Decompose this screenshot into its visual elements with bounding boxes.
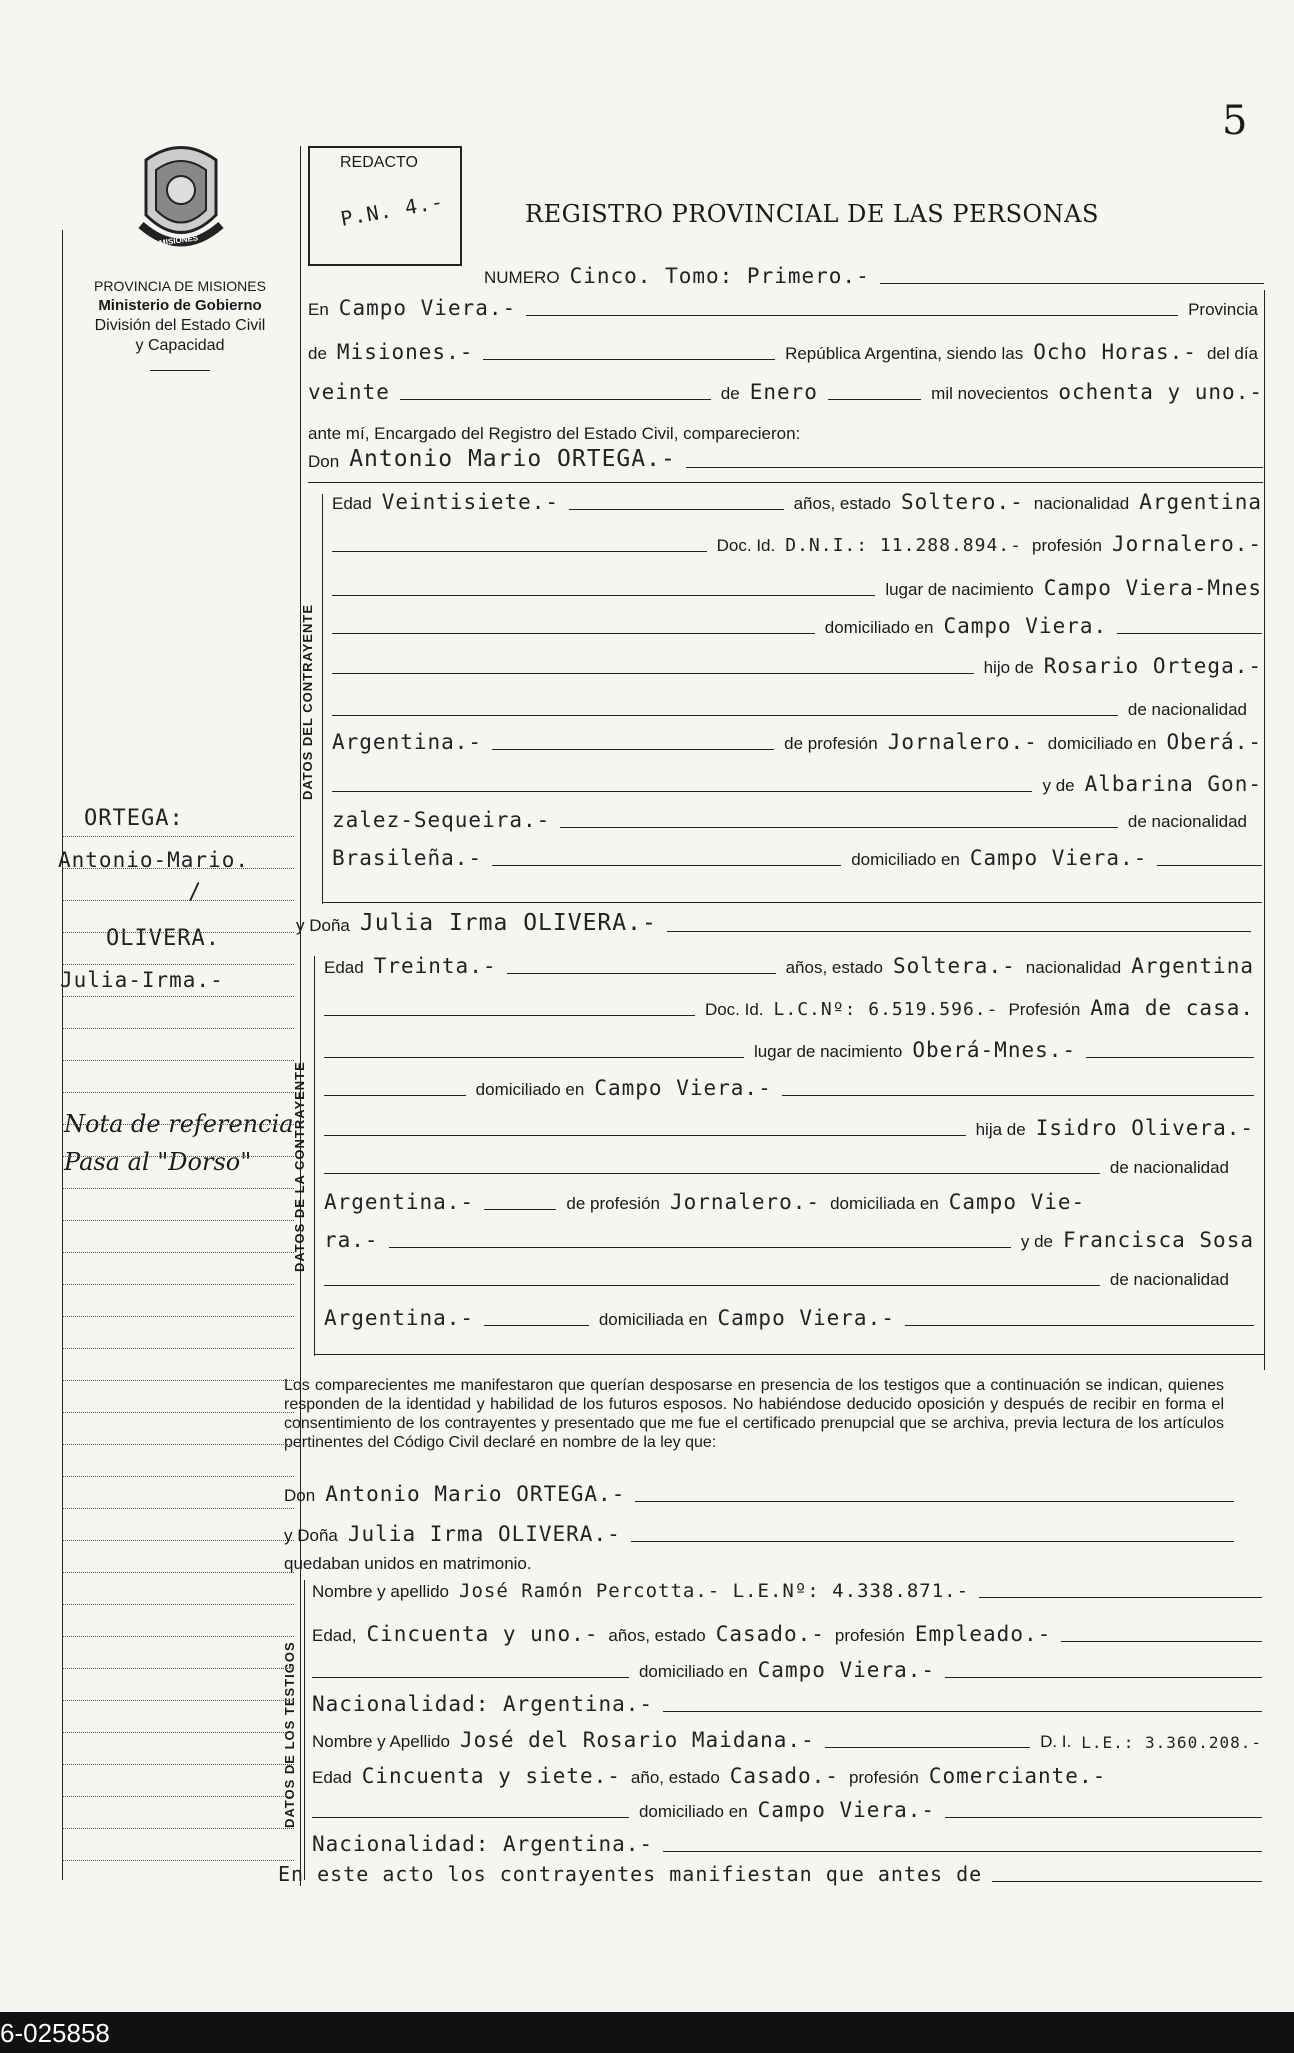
fecha-row — [308, 380, 1263, 404]
en-row — [308, 296, 1258, 320]
bride-father-details-row — [324, 1190, 1254, 1214]
bride-lugar-value: Oberá-Mnes.- — [912, 1038, 1077, 1062]
bride-father-dom-2: ra.- — [324, 1228, 379, 1252]
w1-estado-value: Casado.- — [715, 1622, 825, 1646]
groom-anios-label: años, estado — [793, 494, 891, 513]
margin-dotted-line — [62, 1828, 294, 1829]
left-page-rule — [62, 230, 63, 1880]
bride-dom-label: domiciliado en — [475, 1080, 585, 1099]
groom-estado-value: Soltero.- — [900, 490, 1024, 514]
w1-dom-value: Campo Viera.- — [757, 1658, 936, 1682]
numero-value: Cinco. Tomo: Primero.- — [569, 264, 870, 288]
note-line: En este acto los contrayentes manifiestan que antes de — [278, 1862, 983, 1886]
groom-mother-nac: Brasileña.- — [332, 846, 483, 870]
margin-dotted-line — [62, 1380, 294, 1381]
bride-nac-label: nacionalidad — [1025, 958, 1122, 977]
bride-estado-value: Soltera.- — [892, 954, 1016, 978]
provincial-crest-icon — [126, 140, 236, 260]
bride-dom-value: Campo Viera.- — [594, 1076, 772, 1100]
bride-prof-value: Ama de casa. — [1090, 996, 1254, 1020]
w2-name-row — [312, 1728, 1262, 1752]
crest-text: MISIONES — [158, 233, 199, 248]
en-label: En — [308, 300, 329, 319]
w2-nac-row — [312, 1832, 1262, 1856]
groom-mother-dom: Campo Viera.- — [969, 846, 1148, 870]
margin-dotted-line — [62, 900, 294, 901]
groom-doc-label: Doc. Id. — [716, 536, 776, 555]
w2-edad-label: Edad — [312, 1768, 352, 1787]
margin-dotted-line — [62, 1284, 294, 1285]
margin-dotted-line — [62, 1700, 294, 1701]
bride-de-nac-label-2: de nacionalidad — [1109, 1270, 1229, 1289]
bride-mother-dom-row — [324, 1306, 1254, 1330]
w1-edad-label: Edad, — [312, 1626, 357, 1645]
bride-prof-label: Profesión — [1008, 1000, 1081, 1019]
bride-mother-value: Francisca Sosa — [1062, 1228, 1254, 1252]
statement-don-row — [284, 1482, 1234, 1506]
w2-estado-value: Casado.- — [729, 1764, 839, 1788]
bride-name-row — [296, 910, 1251, 936]
groom-father-row — [332, 654, 1262, 678]
bride-doc-value: L.C.Nº: 6.519.596.- — [773, 999, 999, 1020]
groom-section-label: DATOS DEL CONTRAYENTE — [300, 603, 315, 800]
bride-edad-value: Treinta.- — [373, 954, 497, 978]
groom-y-de-label: y de — [1042, 776, 1075, 795]
de-row — [308, 340, 1258, 364]
margin-note-1: Nota de referencia — [64, 1110, 294, 1138]
de-value: Misiones.- — [336, 340, 474, 364]
w1-edad-row — [312, 1622, 1262, 1646]
bride-section-label: DATOS DE LA CONTRAYENTE — [292, 1061, 307, 1272]
margin-dotted-line — [62, 1444, 294, 1445]
bride-mother-dom-label: domiciliada en — [598, 1310, 708, 1329]
margin-dotted-line — [62, 1156, 294, 1157]
bride-dom-row — [324, 1076, 1254, 1100]
groom-section-end-rule — [322, 902, 1262, 903]
w2-edad-row — [312, 1764, 1262, 1788]
mil-label: mil novecientos — [931, 384, 1049, 403]
margin-dotted-line — [62, 1188, 294, 1189]
groom-dom-row — [332, 614, 1262, 638]
provincia-label: Provincia — [1188, 300, 1258, 319]
issuer-ministry: Ministerio de Gobierno — [98, 297, 262, 314]
bride-section-end-rule — [314, 1354, 1264, 1355]
margin-dotted-line — [62, 1508, 294, 1509]
bride-anios-label: años, estado — [785, 958, 883, 977]
margin-bride-given: Julia-Irma.- — [60, 968, 224, 992]
margin-dotted-line — [62, 1604, 294, 1605]
issuer-division-2: y Capacidad — [135, 337, 225, 354]
numero-row — [484, 264, 1264, 288]
margin-dotted-line — [62, 836, 294, 837]
groom-doc-row — [332, 532, 1262, 556]
bride-name: Julia Irma OLIVERA.- — [359, 910, 657, 936]
statement-don-label: Don — [284, 1486, 316, 1505]
w2-anios-label: año, estado — [630, 1768, 720, 1787]
groom-lugar-label: lugar de nacimiento — [885, 580, 1034, 599]
en-value: Campo Viera.- — [338, 296, 517, 320]
margin-bride-surname: OLIVERA. — [106, 926, 220, 951]
del-dia-label: del día — [1206, 344, 1258, 363]
margin-groom-given: Antonio-Mario. — [58, 848, 250, 872]
bride-doc-label: Doc. Id. — [704, 1000, 764, 1019]
w1-nac-value: Nacionalidad: Argentina.- — [312, 1692, 654, 1716]
bride-father-dom-label: domiciliada en — [830, 1194, 939, 1213]
bride-doc-row — [324, 996, 1254, 1020]
anio-value: ochenta y uno.- — [1058, 380, 1263, 404]
groom-dom-value: Campo Viera. — [943, 614, 1108, 638]
issuer-province: PROVINCIA DE MISIONES — [94, 278, 266, 294]
w2-dom-row — [312, 1798, 1262, 1822]
groom-doc-value: D.N.I.: 11.288.894.- — [785, 535, 1022, 556]
groom-prof-label: profesión — [1031, 536, 1102, 555]
groom-edad-row — [332, 490, 1262, 514]
page-number: 5 — [1222, 98, 1248, 144]
margin-dotted-line — [62, 1060, 294, 1061]
note-line-row — [278, 1862, 1262, 1886]
bride-father-row — [324, 1116, 1254, 1140]
bride-section-rule — [314, 956, 315, 1356]
statement-text: Los comparecientes me manifestaron que querían desposarse en presencia de los testigos que a continuación se indican, quienes responden de la identidad y habilidad de los futuros esposos. No habiéndose deducido oposición y después de recibir en forma el consentimiento de los contrayentes y presentado que me fue el certificado prenupcial que se archiva, previa lectura de los artículos pertinentes del Código Civil declaré en nombre de la ley que: — [284, 1377, 1224, 1451]
w1-prof-label: profesión — [834, 1626, 905, 1645]
margin-dotted-line — [62, 1860, 294, 1861]
groom-edad-label: Edad — [332, 494, 372, 513]
groom-mother-dom-label: domiciliado en — [851, 850, 960, 869]
margin-dotted-line — [62, 964, 294, 965]
w2-doc-value: L.E.: 3.360.208.- — [1081, 1733, 1262, 1752]
groom-section-rule — [322, 494, 323, 904]
main-column-rule — [300, 146, 301, 1886]
margin-dotted-line — [62, 1764, 294, 1765]
bride-lugar-row — [324, 1038, 1254, 1062]
groom-dom-label: domiciliado en — [824, 618, 934, 637]
statement-dona-row — [284, 1522, 1234, 1546]
groom-edad-value: Veintisiete.- — [381, 490, 560, 514]
groom-de-prof-label: de profesión — [784, 734, 878, 753]
groom-name-rule-2 — [308, 482, 1263, 483]
groom-father-nac: Argentina.- — [332, 730, 483, 754]
footer-bar — [0, 2012, 1294, 2053]
bride-nac-value: Argentina — [1131, 954, 1254, 978]
bride-mother-nac-label-row — [324, 1270, 1229, 1290]
bride-de-nac-label: de nacionalidad — [1109, 1158, 1229, 1177]
groom-father-dom: Oberá.- — [1166, 730, 1262, 754]
groom-father-nac-label-row — [332, 700, 1247, 720]
statement-don-value: Antonio Mario ORTEGA.- — [325, 1482, 626, 1506]
bride-father-prof: Jornalero.- — [669, 1190, 821, 1214]
groom-de-nac-label-2: de nacionalidad — [1127, 812, 1247, 831]
w2-name-value: José del Rosario Maidana.- — [459, 1728, 815, 1752]
bride-lugar-label: lugar de nacimiento — [753, 1042, 903, 1061]
bride-mother-nac: Argentina.- — [324, 1306, 475, 1330]
w2-prof-label: profesión — [848, 1768, 919, 1787]
w1-name-value: José Ramón Percotta.- L.E.Nº: 4.338.871.- — [459, 1580, 970, 1602]
margin-dotted-line — [62, 1220, 294, 1221]
ante-text: ante mí, Encargado del Registro del Estado Civil, comparecieron: — [308, 424, 801, 443]
w1-nac-row — [312, 1692, 1262, 1716]
w2-dom-label: domiciliado en — [638, 1802, 748, 1821]
groom-name: Antonio Mario ORTEGA.- — [349, 446, 676, 472]
de2-label: de — [720, 384, 740, 403]
de-label: de — [308, 344, 327, 363]
margin-dotted-line — [62, 868, 294, 869]
groom-mother-value-1: Albarina Gon- — [1084, 772, 1262, 796]
margin-dotted-line — [62, 1668, 294, 1669]
witness-section-rule — [304, 1580, 305, 1880]
margin-slash: / — [188, 880, 203, 905]
dia-value: veinte — [308, 380, 390, 404]
groom-name-row — [308, 446, 1263, 472]
groom-lugar-row — [332, 576, 1262, 600]
w1-dom-label: domiciliado en — [638, 1662, 748, 1681]
groom-nac-value: Argentina — [1139, 490, 1262, 514]
w2-prof-value: Comerciante.- — [928, 1764, 1107, 1788]
bride-hija-label: hija de — [975, 1120, 1026, 1139]
groom-father-details-row — [332, 730, 1262, 754]
margin-dotted-line — [62, 1732, 294, 1733]
groom-don-label: Don — [308, 452, 340, 471]
numero-label: NUMERO — [484, 268, 560, 287]
w1-name-label: Nombre y apellido — [312, 1582, 450, 1601]
redacto-initials: P.N. 4.- — [338, 189, 446, 231]
bride-father-value: Isidro Olivera.- — [1035, 1116, 1254, 1140]
margin-dotted-line — [62, 1636, 294, 1637]
w2-edad-value: Cincuenta y siete.- — [361, 1764, 621, 1788]
redacto-label: REDACTO — [340, 154, 418, 171]
w2-name-label: Nombre y Apellido — [312, 1732, 450, 1751]
groom-prof-value: Jornalero.- — [1111, 532, 1262, 556]
margin-dotted-line — [62, 996, 294, 997]
page-title: REGISTRO PROVINCIAL DE LAS PERSONAS — [525, 200, 1099, 228]
republica-label: República Argentina, siendo las — [785, 344, 1024, 363]
bride-de-prof-label: de profesión — [566, 1194, 660, 1213]
bride-mother-dom: Campo Viera.- — [717, 1306, 895, 1330]
margin-dotted-line — [62, 1316, 294, 1317]
margin-dotted-line — [62, 1252, 294, 1253]
groom-nac-label: nacionalidad — [1033, 494, 1130, 513]
groom-mother-dom-row — [332, 846, 1262, 870]
bride-father-dom-1: Campo Vie- — [948, 1190, 1086, 1214]
bride-dona-label: y Doña — [296, 916, 350, 935]
bride-y-de-label: y de — [1020, 1232, 1053, 1251]
issuer-rule — [150, 370, 210, 371]
margin-dotted-line — [62, 1348, 294, 1349]
groom-lugar-value: Campo Viera-Mnes — [1043, 576, 1262, 600]
margin-dotted-line — [62, 932, 294, 933]
groom-father-dom-label: domiciliado en — [1047, 734, 1157, 753]
w2-doc-label: D. I. — [1040, 1732, 1072, 1751]
groom-hijo-label: hijo de — [983, 658, 1034, 677]
bride-edad-label: Edad — [324, 958, 364, 977]
issuer-block — [60, 276, 300, 371]
bride-mother-row — [324, 1228, 1254, 1252]
margin-dotted-line — [62, 1796, 294, 1797]
w2-dom-value: Campo Viera.- — [757, 1798, 936, 1822]
groom-mother-value-2: zalez-Sequeira.- — [332, 808, 551, 832]
margin-dotted-line — [62, 1572, 294, 1573]
statement-closing: quedaban unidos en matrimonio. — [284, 1554, 532, 1573]
bride-edad-row — [324, 954, 1254, 978]
groom-father-value: Rosario Ortega.- — [1043, 654, 1262, 678]
margin-groom-surname: ORTEGA: — [84, 806, 184, 831]
footer-id: 6-025858 — [0, 2018, 110, 2048]
statement-dona-label: y Doña — [284, 1526, 338, 1545]
margin-dotted-line — [62, 1476, 294, 1477]
hora-value: Ocho Horas.- — [1033, 340, 1197, 364]
w1-name-row — [312, 1580, 1262, 1602]
w1-dom-row — [312, 1658, 1262, 1682]
margin-dotted-line — [62, 1092, 294, 1093]
witness-section-label: DATOS DE LOS TESTIGOS — [282, 1641, 297, 1828]
issuer-division: División del Estado Civil — [94, 317, 266, 334]
statement-dona-value: Julia Irma OLIVERA.- — [347, 1522, 621, 1546]
margin-dotted-line — [62, 1540, 294, 1541]
w1-anios-label: años, estado — [608, 1626, 706, 1645]
w1-edad-value: Cincuenta y uno.- — [366, 1622, 599, 1646]
groom-de-nac-label: de nacionalidad — [1127, 700, 1247, 719]
bride-father-nac-label-row — [324, 1158, 1229, 1178]
groom-mother-row — [332, 772, 1262, 796]
margin-dotted-line — [62, 1028, 294, 1029]
redacto-box — [308, 146, 462, 266]
w2-nac-value: Nacionalidad: Argentina.- — [312, 1832, 654, 1856]
mes-value: Enero — [749, 380, 818, 404]
w1-prof-value: Empleado.- — [914, 1622, 1052, 1646]
groom-father-prof: Jornalero.- — [887, 730, 1038, 754]
margin-dotted-line — [62, 1124, 294, 1125]
groom-mother-row-2 — [332, 808, 1247, 832]
right-column-rule — [1264, 290, 1265, 1370]
bride-father-nac: Argentina.- — [324, 1190, 475, 1214]
margin-dotted-line — [62, 1412, 294, 1413]
margin-note-2: Pasa al "Dorso" — [64, 1148, 252, 1176]
